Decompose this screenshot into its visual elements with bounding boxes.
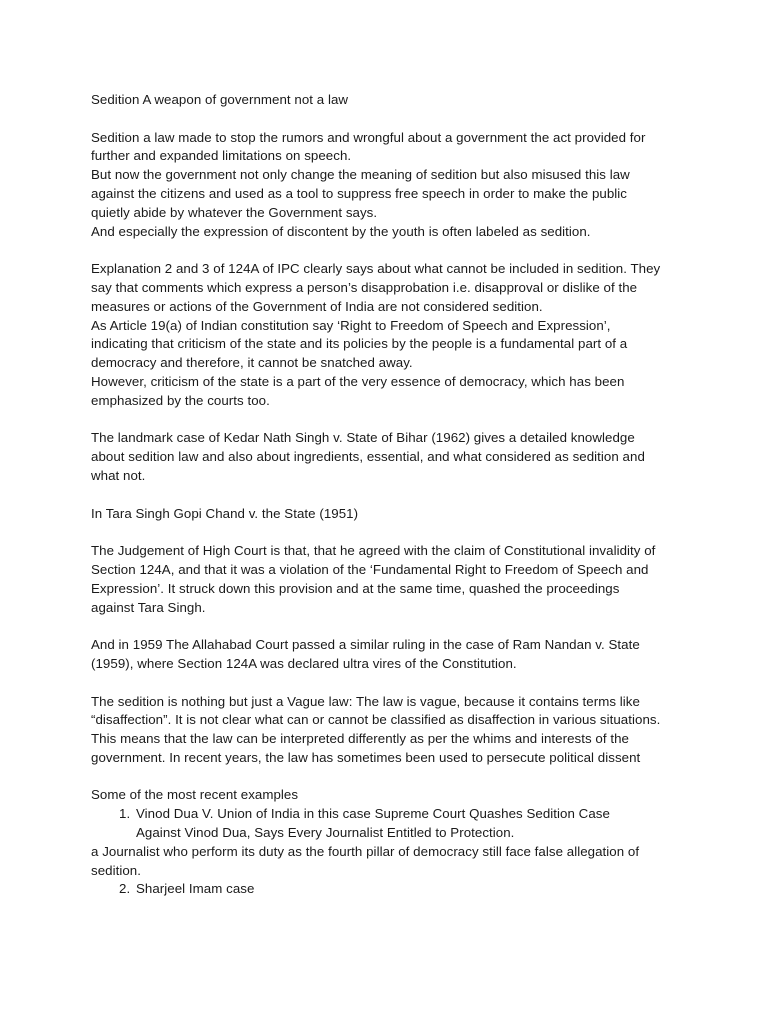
paragraph [91,505,691,524]
paragraph-line: (1959), where Section 124A was declared ultra vires of the Constitution. [91,655,517,671]
paragraph-line: quietly abide by whatever the Government says. [91,204,378,220]
paragraph-gap [91,768,691,787]
paragraph-gap [91,486,691,505]
paragraph-line: But now the government not only change the meaning of sedition but also misused this law [91,167,630,183]
paragraph-gap [91,617,691,636]
list-item [91,805,691,843]
paragraph-line: The landmark case of Kedar Nath Singh v. State of Bihar (1962) gives a detailed knowledge [91,430,635,446]
paragraph-line: And in 1959 The Allahabad Court passed a similar ruling in the case of Ram Nandan v. State [91,637,640,653]
paragraph [91,693,691,768]
paragraph-line: say that comments which express a person’s disapprobation i.e. disapproval or dislike of the [91,279,638,295]
paragraph-line: This means that the law can be interpreted differently as per the whims and interests of the [91,731,629,747]
paragraph-line: what not. [91,467,146,483]
list-item [91,880,691,899]
paragraph-line: In Tara Singh Gopi Chand v. the State (1951) [91,505,359,521]
list-item-line: Sharjeel Imam case [136,881,255,897]
paragraph-line: However, criticism of the state is a part of the very essence of democracy, which has been [91,373,625,389]
paragraph-line: “disaffection”. It is not clear what can or cannot be classified as disaffection in various situations. [91,712,661,728]
paragraph-line: indicating that criticism of the state and its policies by the people is a fundamental part of a [91,336,628,352]
paragraph [91,429,691,485]
paragraph-line: And especially the expression of discontent by the youth is often labeled as sedition. [91,223,591,239]
paragraph [91,636,691,674]
paragraph-gap [91,110,691,129]
paragraph-line: Expression’. It struck down this provision and at the same time, quashed the proceedings [91,580,620,596]
paragraph-gap [91,241,691,260]
paragraph-line: about sedition law and also about ingredients, essential, and what considered as sedition and [91,449,645,465]
paragraph-line: emphasized by the courts too. [91,392,270,408]
list-item-line: Vinod Dua V. Union of India in this case Supreme Court Quashes Sedition Case [136,806,610,822]
examples-heading: Some of the most recent examples [91,787,299,803]
list-item-line: Against Vinod Dua, Says Every Journalist Entitled to Protection. [136,825,515,841]
paragraph-line: democracy and therefore, it cannot be snatched away. [91,355,413,371]
paragraph-line: measures or actions of the Government of India are not considered sedition. [91,298,543,314]
paragraph-line: against the citizens and used as a tool to suppress free speech in order to make the public [91,185,628,201]
paragraph [91,260,691,410]
paragraph-gap [91,523,691,542]
paragraph-gap [91,674,691,693]
paragraph-line: The Judgement of High Court is that, that he agreed with the claim of Constitutional invalidity of [91,543,656,559]
paragraph-line: a Journalist who perform its duty as the fourth pillar of democracy still face false allegation of [91,843,640,859]
paragraph-gap [91,411,691,430]
paragraph-line: further and expanded limitations on speech. [91,148,352,164]
paragraph-line: Section 124A, and that it was a violation of the ‘Fundamental Right to Freedom of Speech and [91,561,649,577]
list-number: 1. [119,806,131,822]
paragraph-line: Explanation 2 and 3 of 124A of IPC clearly says about what cannot be included in sedition. They [91,261,661,277]
document-page [91,91,691,899]
document-title: Sedition A weapon of government not a law [91,92,349,107]
paragraph [91,542,691,617]
paragraph-line: government. In recent years, the law has sometimes been used to persecute political dissent [91,749,641,765]
paragraph-line: As Article 19(a) of Indian constitution say ‘Right to Freedom of Speech and Expression’, [91,317,611,333]
paragraph-line: Sedition a law made to stop the rumors and wrongful about a government the act provided for [91,129,646,145]
list-number: 2. [119,881,131,897]
paragraph [91,129,691,242]
paragraph-line: against Tara Singh. [91,599,206,615]
paragraph-line: sedition. [91,862,141,878]
paragraph-line: The sedition is nothing but just a Vague law: The law is vague, because it contains terms like [91,693,640,709]
